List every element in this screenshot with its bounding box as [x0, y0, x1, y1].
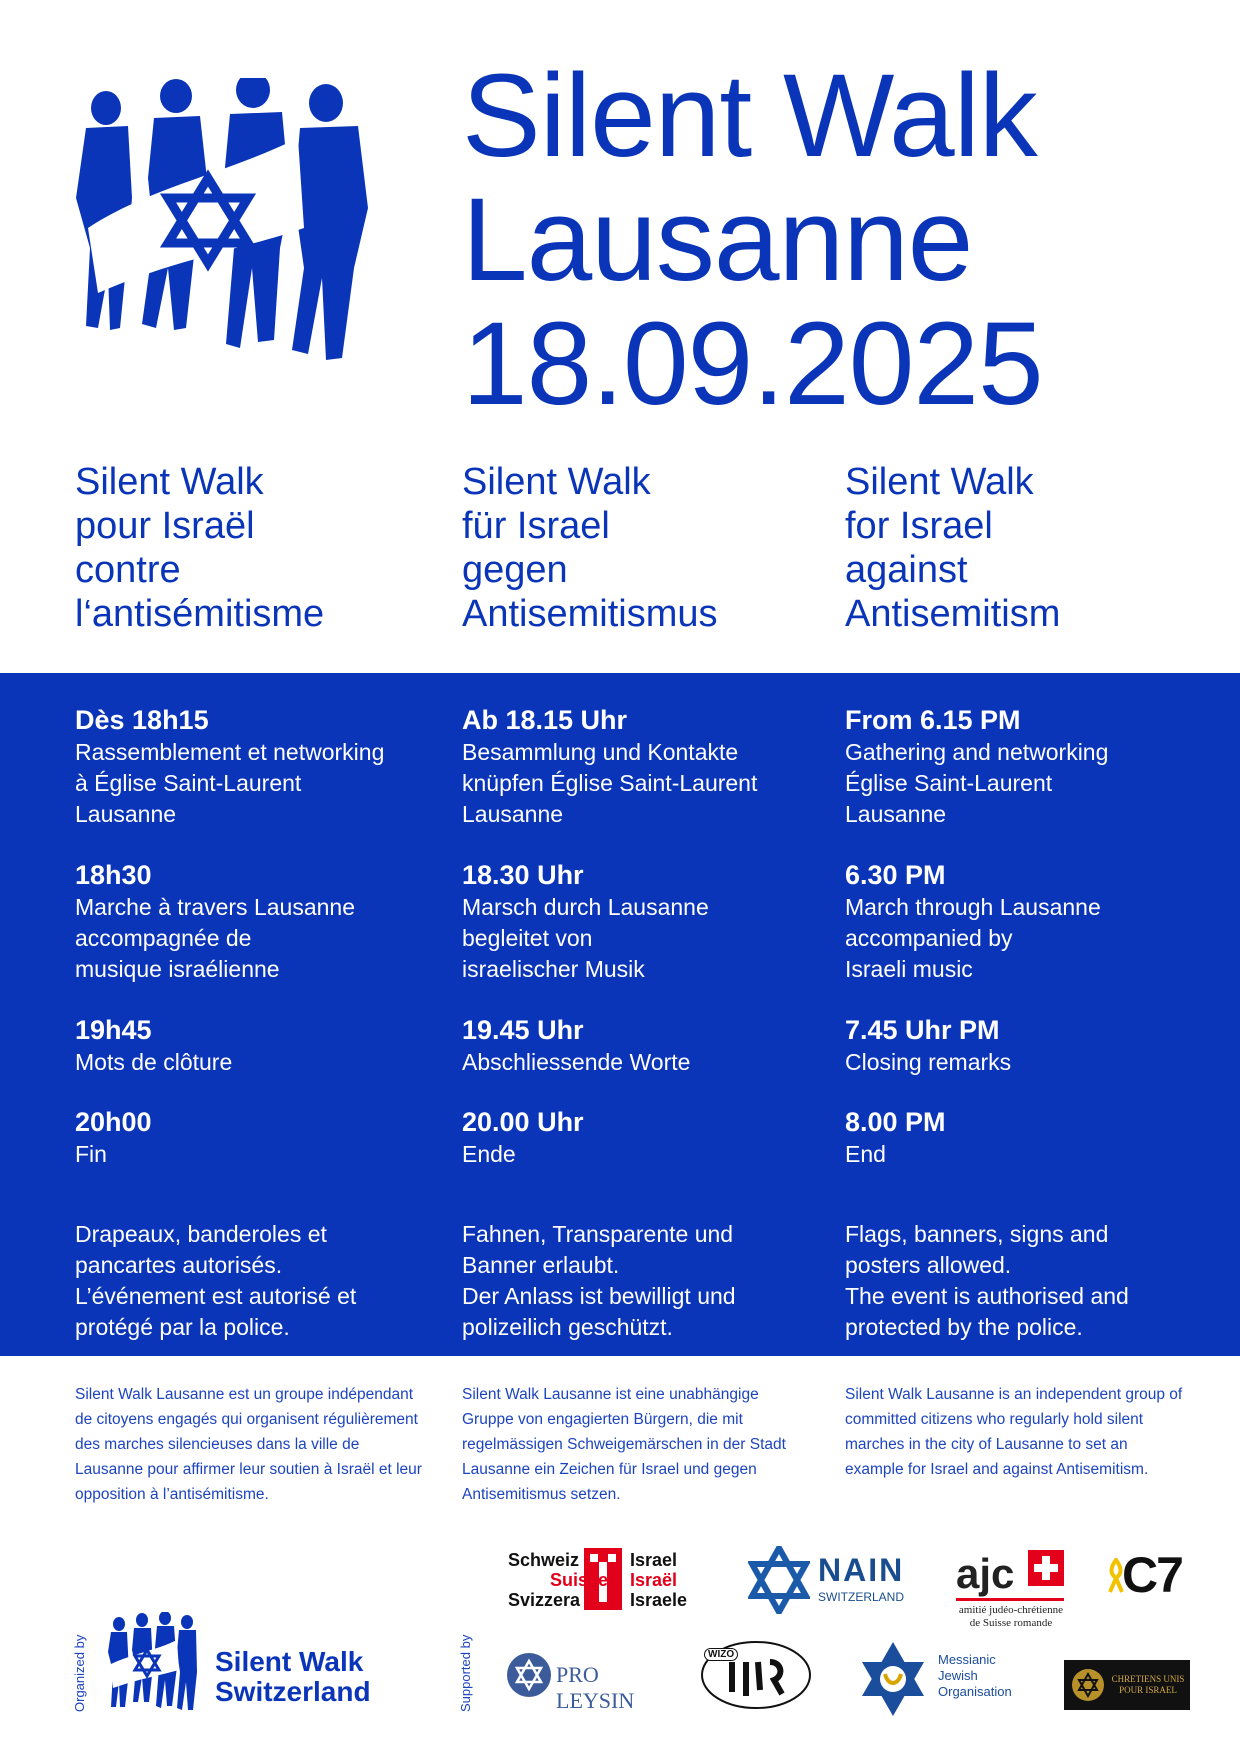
schedule-desc: Église Saint-Laurent — [845, 770, 1053, 796]
sponsor-text: amitié judéo-chrétienne — [958, 1604, 1064, 1616]
sponsor-text: WIZO — [704, 1648, 738, 1661]
schedule-item — [75, 858, 447, 1013]
org-name-line: Switzerland — [215, 1676, 371, 1707]
wizo-logo — [700, 1640, 812, 1710]
organized-by-label: Organized by — [72, 1634, 87, 1712]
sponsor-text: de Suisse romande — [969, 1617, 1053, 1629]
schedule-desc: Ende — [462, 1141, 516, 1167]
schedule-desc: Besammlung und Kontakte — [462, 739, 739, 765]
messianic-logo — [858, 1640, 1028, 1720]
sponsor-text: CHRETIENS UNIS — [1111, 1674, 1185, 1684]
sponsor-text: ajc — [956, 1550, 1015, 1597]
sponsor-text: Organisation — [938, 1684, 1012, 1699]
messianic-star-icon — [858, 1640, 928, 1718]
schedule-desc: Marsch durch Lausanne — [462, 894, 709, 920]
schedule-time: 6.30 PM — [845, 860, 946, 890]
note-line: Fahnen, Transparente und — [462, 1221, 734, 1247]
schedule-desc: Lausanne — [75, 801, 177, 827]
subhead-line: for Israel — [845, 505, 993, 547]
note-line: polizeilich geschützt. — [462, 1314, 673, 1340]
sponsor-text: Jewish — [938, 1668, 978, 1683]
note-line: protected by the police. — [845, 1314, 1083, 1340]
ajc-underline — [956, 1598, 1064, 1601]
chretiens-text — [1108, 1674, 1188, 1696]
schedule-time: Ab 18.15 Uhr — [462, 705, 628, 735]
title-line-2: Lausanne — [462, 174, 973, 306]
messianic-text — [938, 1652, 1012, 1700]
schedule-time: 18.30 Uhr — [462, 860, 584, 890]
note-line: Drapeaux, banderoles et — [75, 1221, 327, 1247]
schedule-german — [462, 703, 834, 1343]
schedule-time: 7.45 Uhr PM — [845, 1015, 1000, 1045]
org-name — [215, 1647, 371, 1707]
note-line: L’événement est autorisé et — [75, 1283, 357, 1309]
sponsor-text: Messianic — [938, 1652, 996, 1667]
schedule-desc: begleitet von — [462, 925, 593, 951]
chretiens-emblem-icon — [1070, 1667, 1106, 1703]
schedule-item — [75, 1105, 447, 1197]
schedule-desc: Mots de clôture — [75, 1049, 233, 1075]
schedule-desc: Lausanne — [845, 801, 947, 827]
sponsor-text: Israel — [630, 1550, 678, 1570]
schedule-item — [75, 703, 447, 858]
subhead-line: against — [845, 549, 968, 591]
note-line: The event is authorised and — [845, 1283, 1129, 1309]
subhead-line: Antisemitismus — [462, 593, 718, 635]
event-notes — [462, 1219, 834, 1343]
note-line: Banner erlaubt. — [462, 1252, 620, 1278]
schedule-desc: End — [845, 1141, 886, 1167]
sponsor-text: Israele — [630, 1590, 688, 1610]
schedule-item — [462, 858, 834, 1013]
schedule-time: 18h30 — [75, 860, 152, 890]
pro-leysin-star-icon — [506, 1652, 552, 1698]
pro-leysin-logo — [506, 1650, 666, 1713]
schedule-desc: Israeli music — [845, 956, 973, 982]
title-line-1: Silent Walk — [462, 50, 1037, 182]
schedule-desc: Rassemblement et networking — [75, 739, 385, 765]
sponsor-text: Svizzera — [508, 1590, 581, 1610]
schedule-time: 8.00 PM — [845, 1107, 946, 1137]
note-line: posters allowed. — [845, 1252, 1012, 1278]
schedule-desc: musique israélienne — [75, 956, 280, 982]
sponsor-text: Israël — [630, 1570, 678, 1590]
event-title — [462, 50, 1043, 430]
schedule-desc: Abschliessende Worte — [462, 1049, 691, 1075]
schedule-item — [462, 1105, 834, 1197]
subhead-line: Silent Walk — [75, 461, 264, 503]
schedule-desc: Fin — [75, 1141, 107, 1167]
schedule-item — [462, 703, 834, 858]
schedule-desc: Gathering and networking — [845, 739, 1109, 765]
sponsor-text: PRO LEYSIN — [556, 1662, 635, 1713]
about-german: Silent Walk Lausanne ist eine unabhängige Gruppe von engagierten Bürgern, die mit regelmässigen Schweigemärschen in der Stadt Lausanne ein Zeichen für Israel und gegen Antisemitismus setzen. — [462, 1386, 786, 1503]
subhead-line: pour Israël — [75, 505, 255, 547]
walkers-illustration — [68, 78, 408, 408]
sponsor-text: SWITZERLAND — [818, 1590, 905, 1604]
schedule-item — [845, 858, 1217, 1013]
schedule-desc: accompagnée de — [75, 925, 252, 951]
subhead-line: l‘antisémitisme — [75, 593, 325, 635]
schedule-item — [462, 1013, 834, 1105]
sponsor-text: C7 — [1122, 1547, 1182, 1603]
schedule-desc: Marche à travers Lausanne — [75, 894, 355, 920]
swiss-flag-icon — [1028, 1550, 1064, 1586]
subhead-french — [75, 460, 445, 636]
schedule-english — [845, 703, 1217, 1343]
silent-walk-switzerland-logo-icon — [107, 1612, 197, 1712]
note-line: pancartes autorisés. — [75, 1252, 283, 1278]
schedule-item — [845, 1105, 1217, 1197]
event-notes — [75, 1219, 447, 1343]
title-line-3: 18.09.2025 — [462, 298, 1043, 430]
sponsor-text: Suisse — [550, 1570, 609, 1590]
schedule-time: 19.45 Uhr — [462, 1015, 584, 1045]
schedule-desc: israelischer Musik — [462, 956, 645, 982]
nain-logo — [748, 1546, 908, 1616]
schedule-desc: Closing remarks — [845, 1049, 1012, 1075]
subhead-line: für Israel — [462, 505, 610, 547]
note-line: Der Anlass ist bewilligt und — [462, 1283, 736, 1309]
schedule-item — [845, 703, 1217, 858]
sponsor-text: POUR ISRAEL — [1119, 1685, 1177, 1695]
ajc-subtitle — [946, 1604, 1076, 1630]
schedule-desc: March through Lausanne — [845, 894, 1101, 920]
schedule-time: 20h00 — [75, 1107, 152, 1137]
schedule-time: From 6.15 PM — [845, 705, 1021, 735]
chretiens-unis-logo — [1064, 1660, 1190, 1710]
subhead-line: gegen — [462, 549, 568, 591]
schedule-desc: knüpfen Église Saint-Laurent — [462, 770, 758, 796]
schedule-time: Dès 18h15 — [75, 705, 209, 735]
schedule-time: 19h45 — [75, 1015, 152, 1045]
ajc-logo — [946, 1548, 1076, 1628]
nain-star-icon — [748, 1546, 810, 1614]
org-name-line: Silent Walk — [215, 1646, 364, 1677]
sponsor-text: Schweiz — [508, 1550, 580, 1570]
subhead-german — [462, 460, 832, 636]
subhead-line: Silent Walk — [845, 461, 1034, 503]
subhead-line: Antisemitism — [845, 593, 1061, 635]
schedule-item — [75, 1013, 447, 1105]
sponsor-text: NAIN — [818, 1552, 905, 1588]
note-line: Flags, banners, signs and — [845, 1221, 1109, 1247]
schedule-band — [0, 673, 1240, 1356]
schedule-desc: Lausanne — [462, 801, 564, 827]
subhead-english — [845, 460, 1215, 636]
note-line: protégé par la police. — [75, 1314, 290, 1340]
subhead-line: Silent Walk — [462, 461, 651, 503]
schedule-item — [845, 1013, 1217, 1105]
schedule-french — [75, 703, 447, 1343]
supported-by-label: Supported by — [458, 1634, 473, 1712]
about-english: Silent Walk Lausanne is an independent group of committed citizens who regularly hold silent marches in the city of Lausanne to set an example for Israel and against Antisemitism. — [845, 1386, 1183, 1478]
schweiz-israel-logo — [508, 1548, 698, 1618]
c7-logo — [1108, 1546, 1194, 1606]
about-french: Silent Walk Lausanne est un groupe indépendant de citoyens engagés qui organisent régulièrement des marches silencieuses dans la ville de Lausanne pour affirmer leur soutien à Israël et leur opposition à l’antisémitisme. — [75, 1386, 422, 1503]
event-notes — [845, 1219, 1217, 1343]
schedule-desc: à Église Saint-Laurent — [75, 770, 302, 796]
schedule-time: 20.00 Uhr — [462, 1107, 584, 1137]
subhead-line: contre — [75, 549, 181, 591]
schedule-desc: accompanied by — [845, 925, 1013, 951]
